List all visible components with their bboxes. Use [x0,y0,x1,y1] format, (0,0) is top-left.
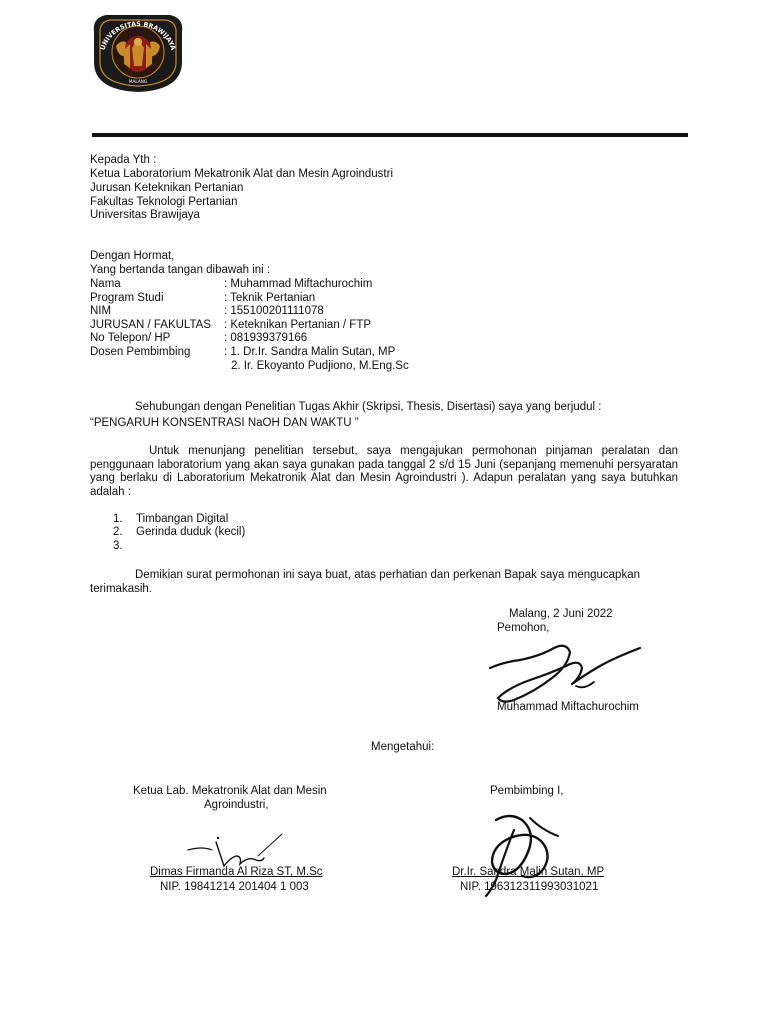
seal-arc-text: UNIVERSITAS BRAWIJAYA [98,19,178,52]
left-approver-name: Dimas Firmanda Al Riza ST, M.Sc [150,866,323,878]
identity-row [90,292,315,306]
recipient-line: Fakultas Teknologi Pertanian [90,196,238,208]
intro-line: Yang bertanda tangan dibawah ini : [90,264,271,276]
identity-value: : 081939379166 [224,332,308,344]
identity-value: : Teknik Pertanian [224,292,316,304]
identity-key: Program Studi [90,292,164,304]
list-item-text: Timbangan Digital [136,513,229,525]
identity-key: No Telepon/ HP [90,332,171,344]
identity-value: : 155100201111078 [224,305,324,317]
recipient-salutation: Kepada Yth : [90,154,157,166]
research-title: “PENGARUH KONSENTRASI NaOH DAN WAKTU ” [90,417,359,429]
list-item-number: 1. [113,513,123,525]
list-item-text: Gerinda duduk (kecil) [136,526,246,538]
identity-key: Dosen Pembimbing [90,346,191,358]
greeting: Dengan Hormat, [90,250,175,262]
place-date: Malang, 2 Juni 2022 [509,608,613,620]
applicant-role: Pemohon, [497,622,550,634]
approval-heading: Mengetahui: [371,741,435,753]
left-approver-title: Agroindustri, [204,799,269,811]
identity-row [90,332,307,346]
recipient-line: Ketua Laboratorium Mekatronik Alat dan Mesin Agroindustri [90,168,393,180]
identity-row [90,319,371,333]
identity-key: Nama [90,278,121,290]
identity-key: NIM [90,305,112,317]
seal-city-text: MALANG [128,79,148,84]
left-approver-title: Ketua Lab. Mekatronik Alat dan Mesin [133,785,327,797]
list-item-number: 3. [113,540,123,552]
identity-key: JURUSAN / FAKULTAS [90,319,211,331]
identity-row [90,305,324,319]
paragraph-request: Untuk menunjang penelitian tersebut, saya mengajukan permohonan pinjaman peralatan dan penggunaan laboratorium yang akan saya gunakan pada tanggal 2 s/d 15 Juni (sepanjang memenuhi persyaratan yang berlaku di Laboratorium Mekatronik Alat dan Mesin Agroindustri ). Adapun peralatan yang saya butuhkan adalah : [90,445,678,498]
paragraph-intro: Sehubungan dengan Penelitian Tugas Akhir (Skripsi, Thesis, Disertasi) saya yang berjudul : [135,401,602,413]
identity-row-continuation [231,360,409,374]
list-item-number: 2. [113,526,123,538]
right-approver-name: Dr.Ir. Sandra Malin Sutan, MP [452,866,605,878]
applicant-name: Muhammad Miftachurochim [497,701,639,713]
right-approver-title: Pembimbing I, [490,785,564,797]
identity-value: : Keteknikan Pertanian / FTP [224,319,372,331]
identity-row [90,278,372,292]
paragraph-closing: Demikian surat permohonan ini saya buat, atas perhatian dan perkenan Bapak saya mengucapkan terimakasih. [90,569,640,595]
identity-value: : Muhammad Miftachurochim [224,278,373,290]
recipient-line: Jurusan Keteknikan Pertanian [90,182,244,194]
letterhead-rule [92,133,688,137]
identity-row [90,346,395,360]
recipient-line: Universitas Brawijaya [90,209,200,221]
identity-value: 2. Ir. Ekoyanto Pudjiono, M.Eng.Sc [231,360,409,372]
left-approver-nip: NIP. 19841214 201404 1 003 [160,881,309,893]
identity-value: : 1. Dr.Ir. Sandra Malin Sutan, MP [224,346,396,358]
right-approver-nip: NIP. 196312311993031021 [460,881,599,893]
university-logo [86,10,190,94]
